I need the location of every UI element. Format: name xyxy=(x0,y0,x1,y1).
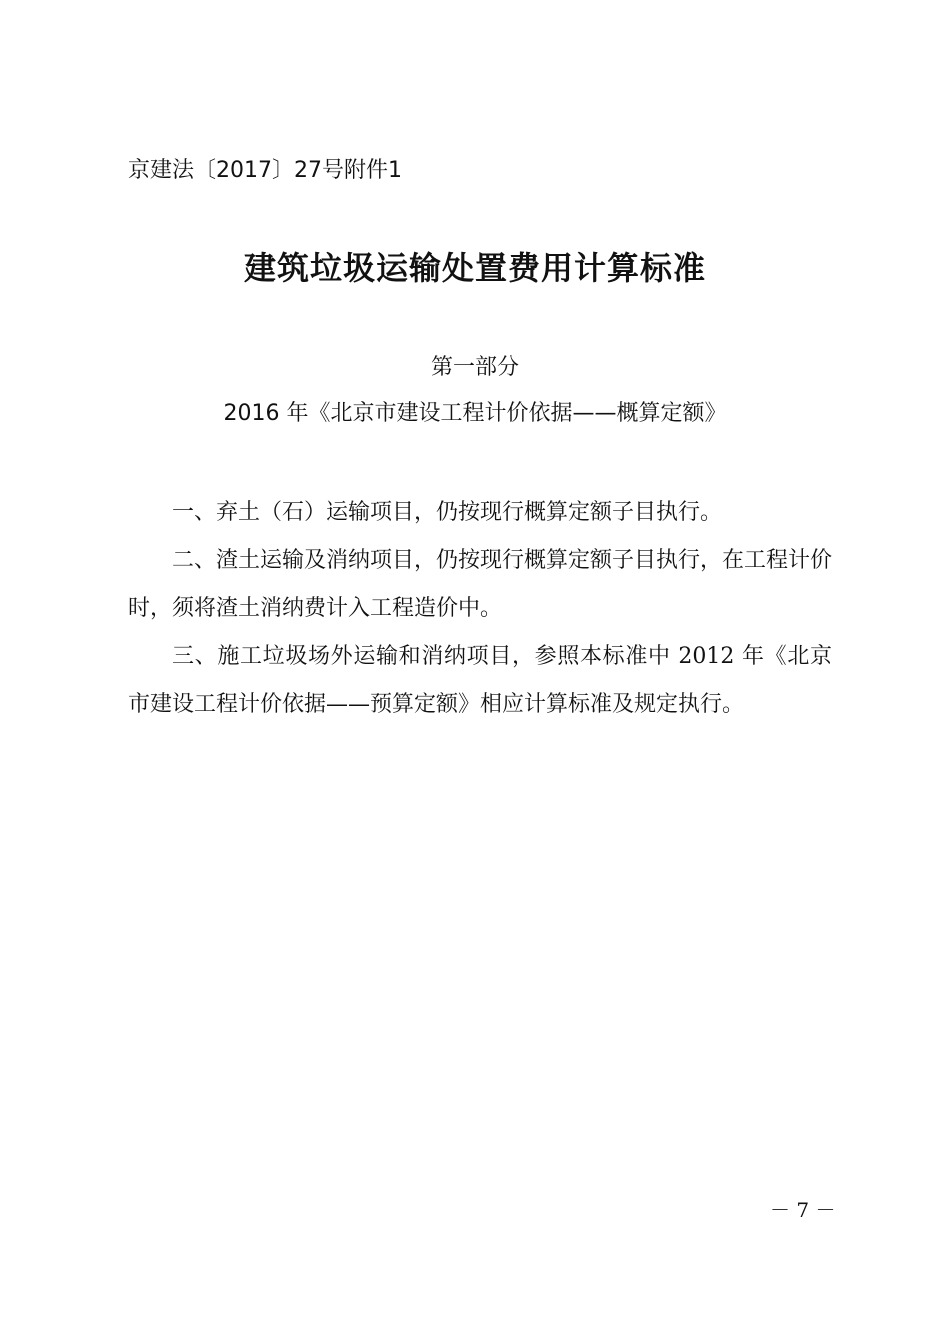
document-reference: 京建法〔2017〕27号附件1 xyxy=(128,158,402,183)
paragraph-3 xyxy=(128,633,832,729)
paragraph-2 xyxy=(128,537,832,633)
part-subtitle: 2016 年《北京市建设工程计价依据——概算定额》 xyxy=(223,401,727,426)
paragraph-1 xyxy=(128,489,832,537)
document-title: 建筑垃圾运输处置费用计算标准 xyxy=(243,249,706,287)
paragraph-text: 三、施工垃圾场外运输和消纳项目，参照本标准中 2012 年《北京市建设工程计价依据——预算定额》相应计算标准及规定执行。 xyxy=(128,644,832,717)
paragraph-text: 二、渣土运输及消纳项目，仍按现行概算定额子目执行，在工程计价时，须将渣土消纳费计入工程造价中。 xyxy=(128,548,833,621)
paragraph-text: 一、弃土（石）运输项目，仍按现行概算定额子目执行。 xyxy=(172,500,723,525)
part-label: 第一部分 xyxy=(430,355,519,380)
page-number: － 7 － xyxy=(770,1198,836,1222)
